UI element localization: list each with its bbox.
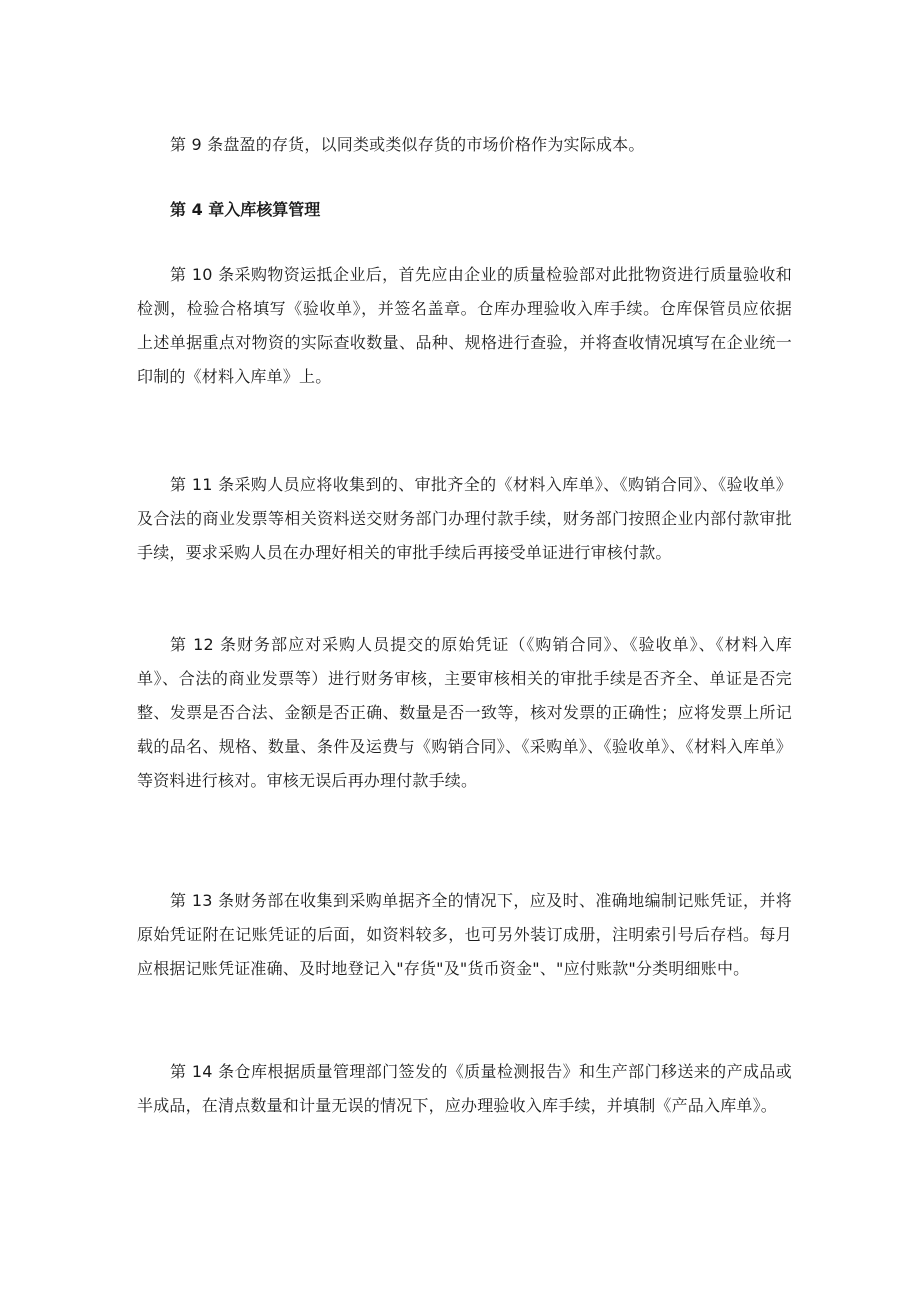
article-14-paragraph: 第 14 条仓库根据质量管理部门签发的《质量检测报告》和生产部门移送来的产成品或半成品，在清点数量和计量无误的情况下，应办理验收入库手续，并填制《产品入库单》。 bbox=[137, 1062, 792, 1115]
article-9-paragraph: 第 9 条盘盈的存货，以同类或类似存货的市场价格作为实际成本。 bbox=[170, 135, 645, 154]
article-12-paragraph: 第 12 条财务部应对采购人员提交的原始凭证（《购销合同》、《验收单》、《材料入库单》、合法的商业发票等）进行财务审核，主要审核相关的审批手续是否齐全、单证是否完整、发票是否合法、金额是否正确、数量是否一致等，核对发票的正确性；应将发票上所记载的品名、规格、数量、条件及运费与《购销合同》、《采购单》、《验收单》、《材料入库单》等资料进行核对。审核无误后再办理付款手续。 bbox=[137, 635, 792, 790]
article-13-paragraph: 第 13 条财务部在收集到采购单据齐全的情况下，应及时、准确地编制记账凭证，并将原始凭证附在记账凭证的后面，如资料较多，也可另外装订成册，注明索引号后存档。每月应根据记账凭证准确、及时地登记入"存货"及"货币资金"、"应付账款"分类明细账中。 bbox=[137, 891, 792, 978]
article-10-paragraph: 第 10 条采购物资运抵企业后，首先应由企业的质量检验部对此批物资进行质量验收和检测，检验合格填写《验收单》，并签名盖章。仓库办理验收入库手续。仓库保管员应依据上述单据重点对物资的实际查收数量、品种、规格进行查验，并将查收情况填写在企业统一印制的《材料入库单》上。 bbox=[137, 265, 792, 386]
article-11-paragraph: 第 11 条采购人员应将收集到的、审批齐全的《材料入库单》、《购销合同》、《验收单》及合法的商业发票等相关资料送交财务部门办理付款手续，财务部门按照企业内部付款审批手续，要求采购人员在办理好相关的审批手续后再接受单证进行审核付款。 bbox=[137, 475, 792, 562]
chapter-4-heading: 第 4 章入库核算管理 bbox=[170, 200, 321, 219]
